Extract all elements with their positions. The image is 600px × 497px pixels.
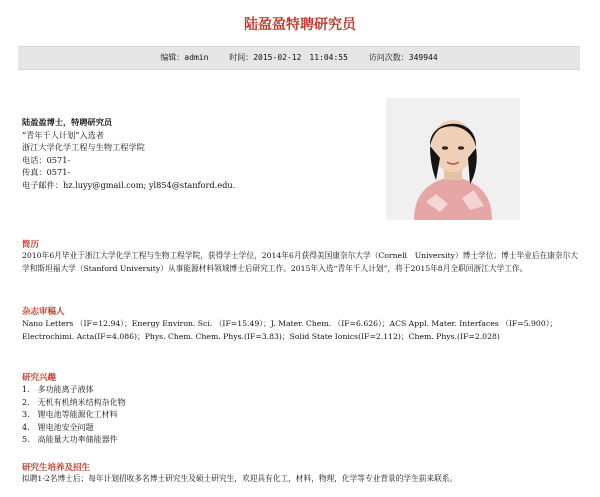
editor-text: 编辑：admin — [160, 53, 209, 62]
bio-text: 2010年6月毕业于浙江大学化学工程与生物工程学院，获得学士学位，2014年6月获得美国康奈尔大学（Cornell University）博士学位；博士毕业后在康奈尔大学和斯坦福大学（Stanford University）从事能源材料领域博士后研究工作。2015年入选“青年千人计划”，将于2015年8月全职回浙江大学工作。 — [22, 251, 578, 273]
reviewer-heading: 杂志审稿人 — [22, 307, 65, 317]
interest-item: 4. 锂电池安全问题 — [22, 422, 94, 432]
interest-item: 3. 锂电池等能源化工材料 — [22, 410, 118, 419]
page-title: 陆盈盈特聘研究员 — [244, 17, 356, 33]
profile-affiliation: 浙江大学化学工程与生物工程学院 — [22, 142, 145, 152]
interest-item: 2. 无机有机纳米结构杂化物 — [22, 397, 126, 407]
profile-name: 陆盈盈博士，特聘研究员 — [22, 117, 113, 127]
profile-fax: 传真：0571- — [22, 167, 71, 177]
portrait-image — [386, 98, 520, 220]
recruit-text: 拟聘1-2名博士后；每年计划招收多名博士研究生及硕士研究生，欢迎具有化工，材料，物理，化学等专业背景的学生前来联系。 — [22, 474, 458, 483]
interest-item: 1. 多功能离子液体 — [22, 385, 94, 394]
portrait-photo — [386, 98, 520, 220]
profile-phone: 电话：0571- — [22, 154, 71, 165]
profile-info — [22, 116, 372, 191]
recruit-heading: 研究生培养及招生 — [22, 463, 91, 473]
interest-item: 5. 高能量大功率储能器件 — [22, 435, 118, 444]
time-text: 时间：2015-02-12 11:04:55 — [229, 53, 348, 62]
interest-list — [22, 384, 126, 447]
meta-bar — [18, 46, 580, 70]
visit-count: 访问次数：349944 — [368, 53, 438, 62]
bio-heading: 简历 — [22, 240, 40, 250]
reviewer-text: Nano Letters （IF=12.94）；Energy Environ. Sci. （IF=15.49）；J. Mater. Chem. （IF=6.626）；ACS Appl. Mater. Interfaces （IF=5.900）；Electrochimi. Acta(IF=4.086)；Phys. Chem. Chem. Phys.(IF=3.83)；Solid State Ionics(IF=2.112)；Chem. Phys.(IF=2.028) — [22, 319, 558, 341]
interest-heading: 研究兴趣 — [22, 373, 57, 383]
profile-honor: “青年千人计划”入选者 — [22, 129, 105, 140]
profile-email: 电子邮件：hz.luyy@gmail.com; yl854@stanford.edu. — [22, 179, 236, 190]
